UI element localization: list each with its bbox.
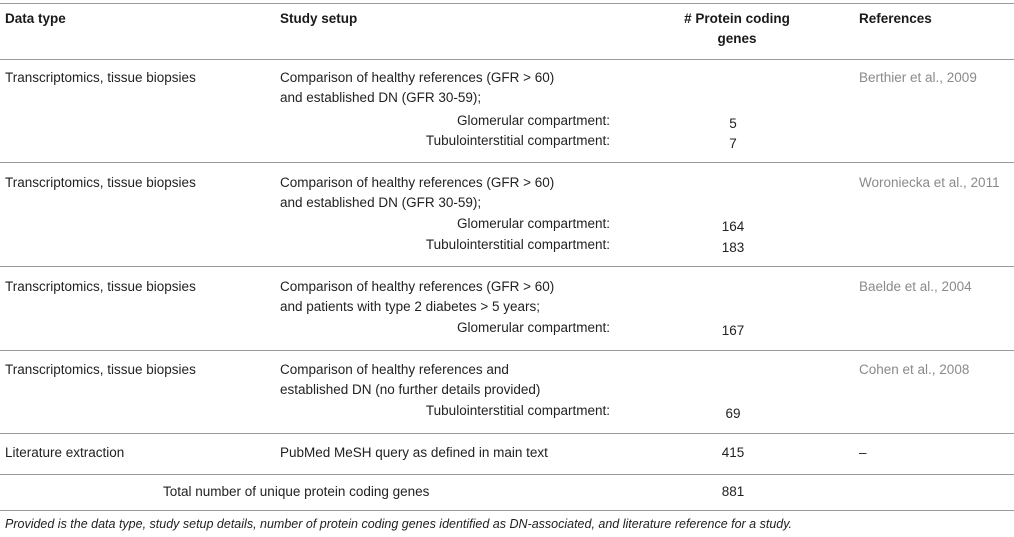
row-rule [0,474,1014,475]
cell-value: 415 [721,445,745,460]
cell-sub1-value: 5 [729,116,737,131]
header-data-type: Data type [5,11,66,26]
row-rule [0,433,1014,434]
row-rule [0,162,1014,163]
cell-sub1-label: Tubulointerstitial compartment: [425,403,610,418]
cell-sub1-label: Glomerular compartment: [456,113,610,128]
cell-data-type: Transcriptomics, tissue biopsies [5,362,196,377]
cell-data-type: Transcriptomics, tissue biopsies [5,175,196,190]
cell-sub1-label: Glomerular compartment: [456,320,610,335]
cell-setup-line2: established DN (no further details provided) [280,382,541,397]
total-label: Total number of unique protein coding genes [163,484,430,499]
total-value: 881 [721,484,745,499]
table-caption: Provided is the data type, study setup details, number of protein coding genes identified as DN-associated, and literature reference for a study. [5,517,793,531]
cell-reference: Cohen et al., 2008 [859,362,970,377]
row-rule [0,350,1014,351]
cell-setup-line1: Comparison of healthy references (GFR > 60) [280,279,555,294]
cell-sub2-value: 7 [729,136,737,151]
cell-data-type: Transcriptomics, tissue biopsies [5,279,196,294]
header-study-setup: Study setup [280,11,358,26]
cell-setup-line1: Comparison of healthy references and [280,362,509,377]
cell-reference: Woroniecka et al., 2011 [859,175,1000,190]
header-genes-line2: genes [717,31,757,46]
row-rule [0,266,1014,267]
cell-sub1-value: 164 [721,219,745,234]
cell-setup-line1: Comparison of healthy references (GFR > 60) [280,70,555,85]
cell-data-type: Transcriptomics, tissue biopsies [5,70,196,85]
cell-setup-line2: and patients with type 2 diabetes > 5 years; [280,299,541,314]
cell-sub1-value: 69 [725,406,741,421]
cell-setup-line2: and established DN (GFR 30-59); [280,90,482,105]
cell-sub1-label: Glomerular compartment: [456,216,610,231]
cell-data-type: Literature extraction [5,445,125,460]
header-rule [0,59,1014,60]
cell-setup-line1: PubMed MeSH query as defined in main text [280,445,548,460]
cell-sub2-label: Tubulointerstitial compartment: [425,237,610,252]
cell-setup-line1: Comparison of healthy references (GFR > 60) [280,175,555,190]
cell-reference: – [859,445,867,460]
cell-setup-line2: and established DN (GFR 30-59); [280,195,482,210]
header-genes-line1: # Protein coding [684,11,790,26]
cell-sub1-value: 167 [721,323,745,338]
header-references: References [859,11,932,26]
table-top-rule [0,3,1014,4]
table-bottom-rule [0,510,1014,511]
cell-reference: Berthier et al., 2009 [859,70,977,85]
cell-reference: Baelde et al., 2004 [859,279,972,294]
cell-sub2-value: 183 [721,240,745,255]
cell-sub2-label: Tubulointerstitial compartment: [425,133,610,148]
